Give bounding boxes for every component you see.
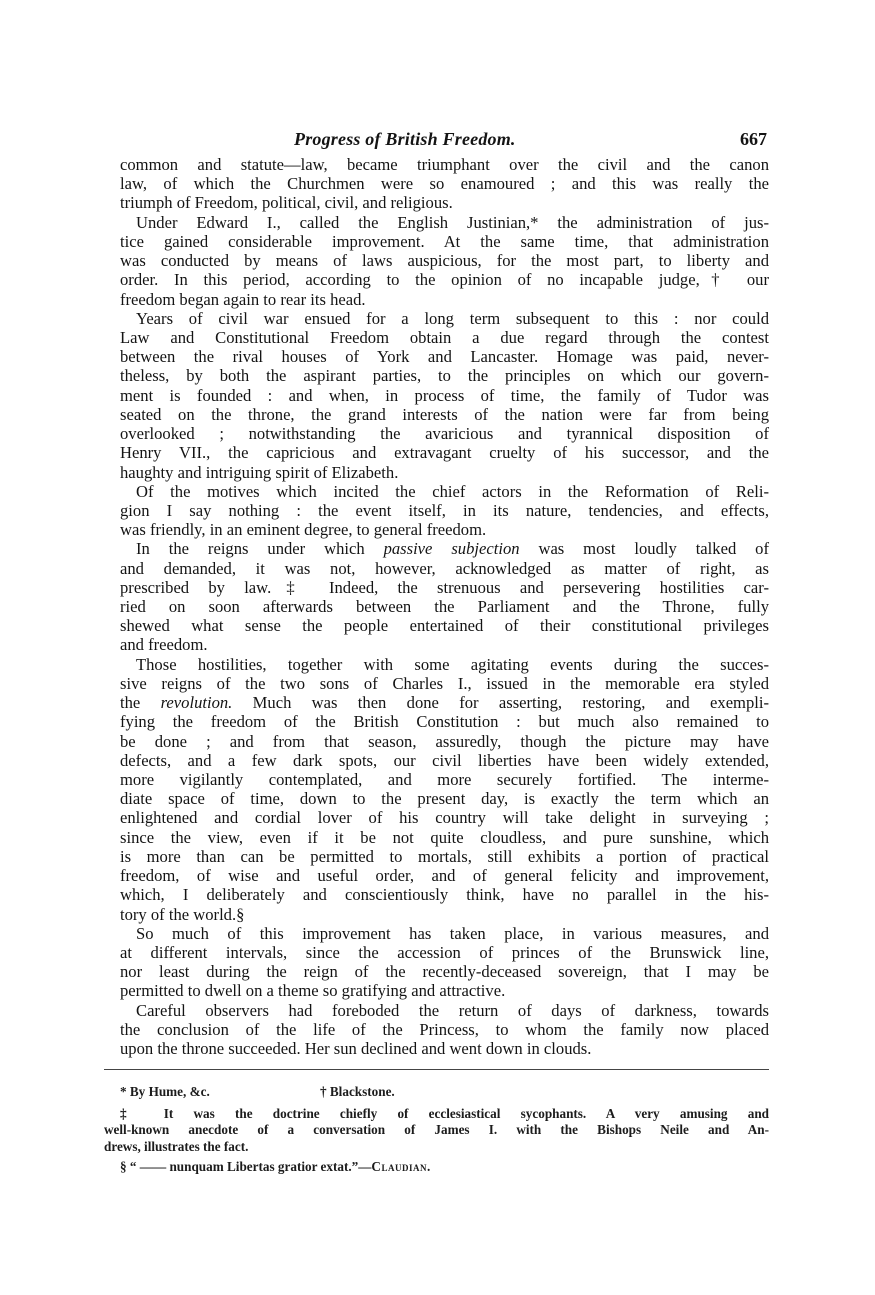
page-number: 667 [740,129,767,149]
text-line: diate space of time, down to the present day, is exactly the term which an [120,789,769,809]
text-line: theless, by both the aspirant parties, to the principles on which our govern- [120,366,769,386]
text-line: was friendly, in an eminent degree, to general freedom. [120,520,487,540]
paragraph [104,482,769,540]
footnote-double-dagger [104,1106,769,1155]
text-line: at different intervals, since the accession of princes of the Brunswick line, [120,942,769,962]
text-line: freedom began again to rear its head. [120,289,366,309]
footnote-section-quote: § “ —— nunquam Libertas gratior extat.”— [120,1158,372,1174]
text-line: In the reigns under which passive subjection was most loudly talked of [136,539,769,559]
text-line: order. In this period, according to the opinion of no incapable judge,† our [120,270,769,290]
paragraph [104,155,769,213]
text-line: triumph of Freedom, political, civil, and religious. [120,193,453,213]
text-line: Under Edward I., called the English Justinian,* the administration of jus- [136,212,769,232]
text-line: prescribed by law.‡ Indeed, the strenuous and persevering hostilities car- [120,577,769,597]
text-line: Henry VII., the capricious and extravagant cruelty of his successor, and the [120,443,769,463]
paragraph [104,1001,769,1059]
text-line: tice gained considerable improvement. At the same time, that administration [120,231,769,251]
text-line: which, I deliberately and conscientiously think, have no parallel in the his- [120,885,769,905]
footnote-star: * By Hume, &c. [120,1084,210,1100]
footnotes [104,1084,769,1175]
text-line: upon the throne succeeded. Her sun declined and went down in clouds. [120,1039,592,1059]
running-title: Progress of British Freedom. [294,129,516,149]
text-line: overlooked ; notwithstanding the avaricious and tyrannical disposition of [120,424,769,444]
footnote-line: well-known anecdote of a conversation of James I. with the Bishops Neile and An- [104,1122,769,1138]
text-line: tory of the world.§ [120,904,245,924]
text-line: ment is founded : and when, in process of time, the family of Tudor was [120,385,769,405]
text-line: seated on the throne, the grand interests of the nation were far from being [120,404,769,424]
text-line: Careful observers had foreboded the return of days of darkness, towards [136,1000,769,1020]
book-page [104,128,769,1175]
text-line: shewed what sense the people entertained of their constitutional privileges [120,616,769,636]
text-line: enlightened and cordial lover of his country will take delight in surveying ; [120,808,769,828]
text-line: freedom, of wise and useful order, and of general felicity and improvement, [120,866,769,886]
text-line: defects, and a few dark spots, our civil liberties have been widely extended, [120,750,769,770]
text-line: fying the freedom of the British Constitution : but much also remained to [120,712,769,732]
text-line: ried on soon afterwards between the Parliament and the Throne, fully [120,597,769,617]
text-line: Law and Constitutional Freedom obtain a due regard through the contest [120,327,769,347]
text-line: Of the motives which incited the chief actors in the Reformation of Reli- [136,481,769,501]
text-line: gion I say nothing : the event itself, in its nature, tendencies, and effects, [120,500,769,520]
footnote-section-attribution: Claudian. [371,1158,431,1174]
footnote-section [104,1159,769,1175]
text-line: permitted to dwell on a theme so gratifying and attractive. [120,981,506,1001]
text-line: sive reigns of the two sons of Charles I., issued in the memorable era styled [120,673,769,693]
text-line: between the rival houses of York and Lancaster. Homage was paid, never- [120,347,769,367]
text-line: Those hostilities, together with some agitating events during the succes- [136,654,769,674]
text-line: since the view, even if it be not quite cloudless, and pure sunshine, which [120,827,769,847]
body-text [104,155,769,1058]
footnote-line: drews, illustrates the fact. [104,1138,249,1154]
footnote-rule [104,1069,769,1070]
paragraph [104,213,769,309]
text-line: and freedom. [120,635,208,655]
text-line: nor least during the reign of the recently-deceased sovereign, that I may be [120,962,769,982]
text-line: Years of civil war ensued for a long term subsequent to this : nor could [136,308,769,328]
text-line: haughty and intriguing spirit of Elizabeth. [120,462,399,482]
text-line: the conclusion of the life of the Princess, to whom the family now placed [120,1019,769,1039]
text-line: So much of this improvement has taken place, in various measures, and [136,923,769,943]
footnote-row-1 [104,1084,769,1103]
running-head [104,128,769,150]
text-line: and demanded, it was not, however, acknowledged as matter of right, as [120,558,769,578]
text-line: the revolution. Much was then done for asserting, restoring, and exempli- [120,693,770,713]
text-line: law, of which the Churchmen were so enamoured ; and this was really the [120,174,769,194]
footnote-line: ‡ It was the doctrine chiefly of ecclesiastical sycophants. A very amusing and [120,1106,769,1122]
footnote-dagger: † Blackstone. [320,1084,395,1100]
paragraph [104,655,769,924]
text-line: was conducted by means of laws auspicious, for the most part, to liberty and [120,251,769,271]
paragraph [104,539,769,654]
paragraph [104,309,769,482]
text-line: is more than can be permitted to mortals, still exhibits a portion of practical [120,846,769,866]
paragraph [104,924,769,1001]
text-line: more vigilantly contemplated, and more securely fortified. The interme- [120,770,769,789]
text-line: common and statute—law, became triumphant over the civil and the canon [120,155,769,174]
text-line: be done ; and from that season, assuredly, though the picture may have [120,731,769,751]
